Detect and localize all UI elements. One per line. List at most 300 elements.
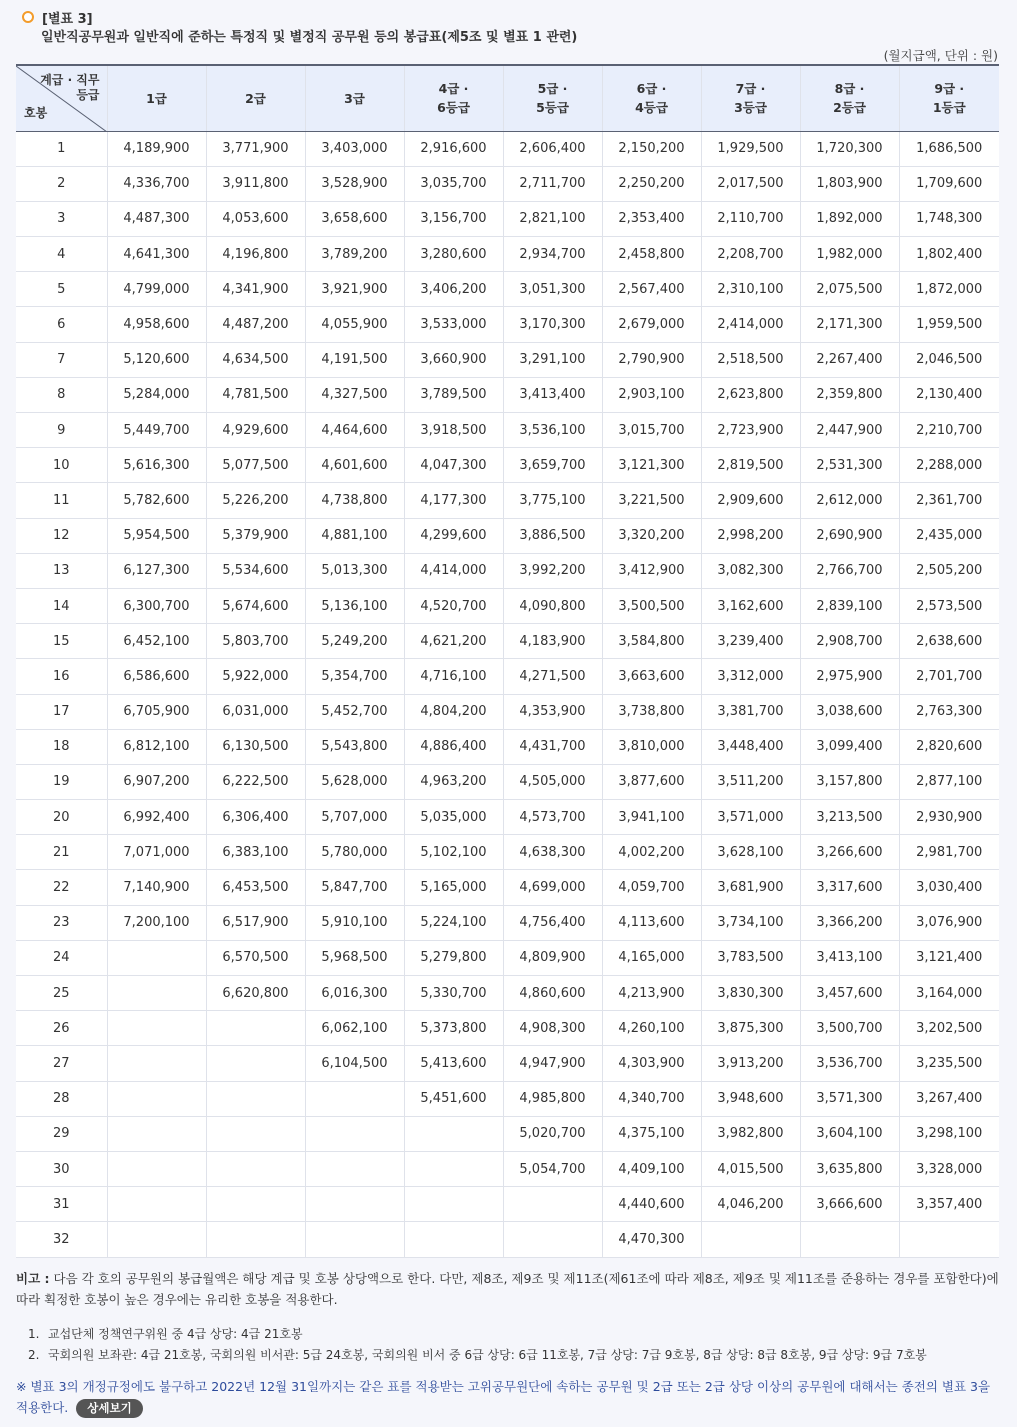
salary-cell: 3,235,500	[899, 1046, 999, 1081]
step-cell: 32	[16, 1222, 107, 1257]
salary-cell: 1,709,600	[899, 166, 999, 201]
salary-cell: 3,267,400	[899, 1081, 999, 1116]
table-row	[16, 377, 999, 412]
salary-cell	[206, 1081, 305, 1116]
salary-cell: 3,366,200	[800, 905, 899, 940]
salary-cell: 5,035,000	[404, 800, 503, 835]
salary-cell: 2,820,600	[899, 729, 999, 764]
step-cell: 8	[16, 377, 107, 412]
salary-cell: 3,266,600	[800, 835, 899, 870]
salary-cell	[107, 1222, 206, 1257]
salary-cell: 5,674,600	[206, 588, 305, 623]
salary-cell: 4,053,600	[206, 201, 305, 236]
salary-cell: 2,909,600	[701, 483, 800, 518]
salary-cell: 4,985,800	[503, 1081, 602, 1116]
salary-cell: 3,911,800	[206, 166, 305, 201]
detail-view-button[interactable]: 상세보기	[76, 1399, 142, 1418]
salary-cell: 6,812,100	[107, 729, 206, 764]
step-cell: 5	[16, 272, 107, 307]
salary-cell: 4,621,200	[404, 624, 503, 659]
salary-cell: 3,913,200	[701, 1046, 800, 1081]
salary-cell	[206, 1011, 305, 1046]
salary-cell: 3,170,300	[503, 307, 602, 342]
salary-cell: 4,573,700	[503, 800, 602, 835]
salary-cell	[800, 1222, 899, 1257]
salary-cell: 2,435,000	[899, 518, 999, 553]
salary-cell: 3,164,000	[899, 976, 999, 1011]
salary-cell: 3,202,500	[899, 1011, 999, 1046]
salary-cell: 6,586,600	[107, 659, 206, 694]
step-cell: 14	[16, 588, 107, 623]
table-row	[16, 624, 999, 659]
salary-cell: 3,280,600	[404, 237, 503, 272]
salary-cell: 6,127,300	[107, 553, 206, 588]
step-cell: 4	[16, 237, 107, 272]
column-header: 3급	[305, 65, 404, 131]
salary-cell: 6,705,900	[107, 694, 206, 729]
table-row	[16, 342, 999, 377]
salary-cell	[503, 1187, 602, 1222]
salary-cell: 3,604,100	[800, 1116, 899, 1151]
salary-cell: 5,077,500	[206, 448, 305, 483]
salary-cell: 4,047,300	[404, 448, 503, 483]
salary-cell: 3,035,700	[404, 166, 503, 201]
step-cell: 7	[16, 342, 107, 377]
salary-cell: 6,452,100	[107, 624, 206, 659]
table-row	[16, 659, 999, 694]
salary-cell: 3,156,700	[404, 201, 503, 236]
notes-list	[28, 1324, 927, 1366]
salary-cell: 3,076,900	[899, 905, 999, 940]
salary-cell: 4,464,600	[305, 413, 404, 448]
salary-cell: 1,802,400	[899, 237, 999, 272]
salary-cell: 4,059,700	[602, 870, 701, 905]
unit-note: (월지급액, 단위 : 원)	[883, 48, 998, 63]
step-cell: 19	[16, 764, 107, 799]
table-title: 일반직공무원과 일반직에 준하는 특정직 및 별정직 공무원 등의 봉급표(제5조 및 별표 1 관련)	[41, 30, 578, 45]
salary-cell: 3,528,900	[305, 166, 404, 201]
step-cell: 31	[16, 1187, 107, 1222]
salary-cell: 4,113,600	[602, 905, 701, 940]
salary-cell	[404, 1151, 503, 1186]
salary-cell: 4,431,700	[503, 729, 602, 764]
salary-cell: 4,189,900	[107, 131, 206, 166]
column-header: 1급	[107, 65, 206, 131]
salary-cell: 1,748,300	[899, 201, 999, 236]
salary-cell: 5,803,700	[206, 624, 305, 659]
salary-cell: 2,171,300	[800, 307, 899, 342]
salary-cell: 3,221,500	[602, 483, 701, 518]
salary-cell: 2,353,400	[602, 201, 701, 236]
salary-cell: 4,341,900	[206, 272, 305, 307]
salary-cell: 2,934,700	[503, 237, 602, 272]
step-cell: 25	[16, 976, 107, 1011]
salary-cell: 2,210,700	[899, 413, 999, 448]
salary-cell: 2,877,100	[899, 764, 999, 799]
salary-cell: 2,567,400	[602, 272, 701, 307]
salary-cell: 4,638,300	[503, 835, 602, 870]
salary-cell: 3,406,200	[404, 272, 503, 307]
salary-cell: 3,357,400	[899, 1187, 999, 1222]
salary-cell: 4,213,900	[602, 976, 701, 1011]
salary-cell: 4,299,600	[404, 518, 503, 553]
salary-cell: 3,918,500	[404, 413, 503, 448]
salary-cell: 4,177,300	[404, 483, 503, 518]
salary-cell: 2,361,700	[899, 483, 999, 518]
salary-cell: 5,249,200	[305, 624, 404, 659]
salary-cell: 4,191,500	[305, 342, 404, 377]
salary-cell: 2,930,900	[899, 800, 999, 835]
remark-paragraph	[16, 1268, 1001, 1310]
salary-cell	[404, 1116, 503, 1151]
salary-cell: 2,981,700	[899, 835, 999, 870]
salary-cell: 5,224,100	[404, 905, 503, 940]
salary-cell	[305, 1116, 404, 1151]
salary-cell: 5,279,800	[404, 940, 503, 975]
salary-cell: 6,383,100	[206, 835, 305, 870]
salary-cell: 4,756,400	[503, 905, 602, 940]
salary-cell: 3,877,600	[602, 764, 701, 799]
salary-cell: 3,789,500	[404, 377, 503, 412]
salary-cell: 5,120,600	[107, 342, 206, 377]
salary-cell: 2,711,700	[503, 166, 602, 201]
salary-cell: 3,051,300	[503, 272, 602, 307]
salary-cell	[107, 1187, 206, 1222]
salary-cell: 3,875,300	[701, 1011, 800, 1046]
table-row	[16, 835, 999, 870]
table-row	[16, 729, 999, 764]
salary-cell: 2,766,700	[800, 553, 899, 588]
salary-cell: 2,821,100	[503, 201, 602, 236]
salary-cell: 4,804,200	[404, 694, 503, 729]
step-cell: 21	[16, 835, 107, 870]
salary-cell: 6,517,900	[206, 905, 305, 940]
column-header: 9급 · 1등급	[899, 65, 999, 131]
salary-cell	[305, 1187, 404, 1222]
salary-cell: 1,959,500	[899, 307, 999, 342]
step-cell: 22	[16, 870, 107, 905]
salary-cell: 3,157,800	[800, 764, 899, 799]
salary-cell: 3,381,700	[701, 694, 800, 729]
table-row	[16, 976, 999, 1011]
salary-cell	[107, 1081, 206, 1116]
salary-cell: 1,686,500	[899, 131, 999, 166]
salary-cell: 3,771,900	[206, 131, 305, 166]
salary-cell: 2,046,500	[899, 342, 999, 377]
salary-cell: 2,518,500	[701, 342, 800, 377]
salary-cell: 3,659,700	[503, 448, 602, 483]
salary-cell: 2,839,100	[800, 588, 899, 623]
salary-cell: 4,799,000	[107, 272, 206, 307]
salary-cell: 5,628,000	[305, 764, 404, 799]
salary-cell: 5,534,600	[206, 553, 305, 588]
salary-cell	[899, 1222, 999, 1257]
salary-cell: 3,317,600	[800, 870, 899, 905]
salary-cell: 3,413,400	[503, 377, 602, 412]
step-cell: 28	[16, 1081, 107, 1116]
salary-cell: 5,616,300	[107, 448, 206, 483]
salary-cell: 3,775,100	[503, 483, 602, 518]
salary-cell: 2,690,900	[800, 518, 899, 553]
table-row	[16, 518, 999, 553]
step-cell: 10	[16, 448, 107, 483]
salary-cell: 2,638,600	[899, 624, 999, 659]
salary-cell: 6,104,500	[305, 1046, 404, 1081]
table-row	[16, 307, 999, 342]
salary-cell: 3,810,000	[602, 729, 701, 764]
step-axis-label: 호봉	[24, 105, 48, 120]
salary-cell	[107, 1151, 206, 1186]
table-row	[16, 764, 999, 799]
salary-cell: 5,543,800	[305, 729, 404, 764]
salary-cell: 6,992,400	[107, 800, 206, 835]
salary-cell: 5,373,800	[404, 1011, 503, 1046]
salary-cell: 3,533,000	[404, 307, 503, 342]
salary-cell: 6,907,200	[107, 764, 206, 799]
salary-cell: 3,948,600	[701, 1081, 800, 1116]
salary-cell: 3,413,100	[800, 940, 899, 975]
table-row	[16, 905, 999, 940]
salary-cell	[206, 1187, 305, 1222]
salary-cell: 4,963,200	[404, 764, 503, 799]
salary-cell: 6,570,500	[206, 940, 305, 975]
salary-cell: 3,734,100	[701, 905, 800, 940]
salary-cell: 6,062,100	[305, 1011, 404, 1046]
salary-cell: 4,908,300	[503, 1011, 602, 1046]
salary-cell: 2,612,000	[800, 483, 899, 518]
salary-cell: 2,310,100	[701, 272, 800, 307]
salary-cell: 3,500,700	[800, 1011, 899, 1046]
salary-cell: 3,162,600	[701, 588, 800, 623]
salary-cell: 3,536,700	[800, 1046, 899, 1081]
salary-cell: 4,340,700	[602, 1081, 701, 1116]
column-header: 8급 · 2등급	[800, 65, 899, 131]
table-row	[16, 1046, 999, 1081]
step-cell: 13	[16, 553, 107, 588]
salary-cell: 6,016,300	[305, 976, 404, 1011]
salary-cell: 1,929,500	[701, 131, 800, 166]
pay-scale-table	[16, 64, 999, 1258]
salary-cell: 3,992,200	[503, 553, 602, 588]
remark-label: 비고 :	[16, 1271, 50, 1286]
step-cell: 2	[16, 166, 107, 201]
table-row	[16, 1222, 999, 1257]
salary-cell: 2,701,700	[899, 659, 999, 694]
step-cell: 16	[16, 659, 107, 694]
table-row	[16, 201, 999, 236]
salary-cell: 2,531,300	[800, 448, 899, 483]
salary-cell: 4,860,600	[503, 976, 602, 1011]
salary-cell: 3,099,400	[800, 729, 899, 764]
salary-cell: 4,738,800	[305, 483, 404, 518]
salary-cell: 1,872,000	[899, 272, 999, 307]
salary-cell: 3,038,600	[800, 694, 899, 729]
salary-cell: 3,403,000	[305, 131, 404, 166]
column-header: 5급 · 5등급	[503, 65, 602, 131]
table-row	[16, 1151, 999, 1186]
salary-cell: 1,720,300	[800, 131, 899, 166]
salary-cell: 4,002,200	[602, 835, 701, 870]
salary-cell: 3,584,800	[602, 624, 701, 659]
salary-cell: 5,707,000	[305, 800, 404, 835]
salary-cell: 5,330,700	[404, 976, 503, 1011]
table-body	[16, 131, 999, 1257]
salary-cell	[206, 1151, 305, 1186]
column-header: 7급 · 3등급	[701, 65, 800, 131]
table-row	[16, 800, 999, 835]
table-row	[16, 940, 999, 975]
salary-cell: 4,046,200	[701, 1187, 800, 1222]
step-cell: 6	[16, 307, 107, 342]
salary-cell: 7,140,900	[107, 870, 206, 905]
salary-cell: 4,520,700	[404, 588, 503, 623]
step-cell: 12	[16, 518, 107, 553]
salary-cell: 2,414,000	[701, 307, 800, 342]
salary-cell: 4,634,500	[206, 342, 305, 377]
salary-cell: 4,881,100	[305, 518, 404, 553]
salary-cell: 2,975,900	[800, 659, 899, 694]
salary-cell: 2,916,600	[404, 131, 503, 166]
salary-cell: 4,716,100	[404, 659, 503, 694]
salary-cell: 4,183,900	[503, 624, 602, 659]
salary-cell: 2,819,500	[701, 448, 800, 483]
salary-cell: 6,620,800	[206, 976, 305, 1011]
salary-cell: 2,250,200	[602, 166, 701, 201]
salary-cell: 5,054,700	[503, 1151, 602, 1186]
salary-cell: 4,601,600	[305, 448, 404, 483]
step-cell: 20	[16, 800, 107, 835]
grade-axis-label: 계급 · 직무	[40, 73, 100, 87]
table-heading	[22, 8, 93, 26]
salary-cell	[701, 1222, 800, 1257]
salary-cell: 3,121,400	[899, 940, 999, 975]
salary-cell: 5,954,500	[107, 518, 206, 553]
salary-cell: 5,452,700	[305, 694, 404, 729]
salary-cell: 2,458,800	[602, 237, 701, 272]
step-cell: 24	[16, 940, 107, 975]
salary-cell: 3,030,400	[899, 870, 999, 905]
salary-cell: 5,284,000	[107, 377, 206, 412]
salary-cell	[404, 1222, 503, 1257]
table-row	[16, 237, 999, 272]
salary-cell: 5,013,300	[305, 553, 404, 588]
salary-cell: 2,908,700	[800, 624, 899, 659]
transition-note-text: ※ 별표 3의 개정규정에도 불구하고 2022년 12월 31일까지는 같은 표를 적용받는 고위공무원단에 속하는 공무원 및 2급 또는 2급 상당 이상의 공무원에 대해서는 종전의 별표 3을 적용한다.	[16, 1379, 991, 1415]
step-cell: 18	[16, 729, 107, 764]
salary-cell	[404, 1187, 503, 1222]
table-row	[16, 166, 999, 201]
salary-cell: 2,606,400	[503, 131, 602, 166]
salary-cell: 5,847,700	[305, 870, 404, 905]
salary-cell: 4,470,300	[602, 1222, 701, 1257]
salary-cell	[206, 1116, 305, 1151]
salary-cell: 4,327,500	[305, 377, 404, 412]
salary-cell: 4,440,600	[602, 1187, 701, 1222]
salary-cell: 3,663,600	[602, 659, 701, 694]
salary-cell: 2,208,700	[701, 237, 800, 272]
salary-cell: 7,200,100	[107, 905, 206, 940]
table-row	[16, 1116, 999, 1151]
salary-cell	[305, 1081, 404, 1116]
salary-cell: 2,723,900	[701, 413, 800, 448]
column-header: 2급	[206, 65, 305, 131]
salary-cell: 2,288,000	[899, 448, 999, 483]
salary-cell: 4,641,300	[107, 237, 206, 272]
remark-text: 다음 각 호의 공무원의 봉급월액은 해당 계급 및 호봉 상당액으로 한다. 다만, 제8조, 제9조 및 제11조(제61조에 따라 제8조, 제9조 및 제11조를 준용하는 경우를 포함한다)에 따라 획정한 호봉이 높은 경우에는 유리한 호봉을 적용한다.	[16, 1271, 999, 1307]
salary-cell: 3,681,900	[701, 870, 800, 905]
salary-cell: 2,447,900	[800, 413, 899, 448]
table-row	[16, 870, 999, 905]
salary-cell: 5,413,600	[404, 1046, 503, 1081]
salary-cell: 2,505,200	[899, 553, 999, 588]
salary-cell: 5,020,700	[503, 1116, 602, 1151]
salary-cell: 2,110,700	[701, 201, 800, 236]
step-cell: 30	[16, 1151, 107, 1186]
table-row	[16, 272, 999, 307]
salary-cell: 3,298,100	[899, 1116, 999, 1151]
salary-cell: 4,090,800	[503, 588, 602, 623]
salary-cell: 1,982,000	[800, 237, 899, 272]
salary-cell: 5,136,100	[305, 588, 404, 623]
transition-note	[16, 1376, 1001, 1418]
salary-cell: 4,886,400	[404, 729, 503, 764]
salary-cell: 3,738,800	[602, 694, 701, 729]
salary-cell: 6,300,700	[107, 588, 206, 623]
salary-cell: 4,055,900	[305, 307, 404, 342]
salary-cell: 5,449,700	[107, 413, 206, 448]
salary-cell: 6,130,500	[206, 729, 305, 764]
salary-cell: 2,573,500	[899, 588, 999, 623]
salary-cell: 3,886,500	[503, 518, 602, 553]
step-cell: 17	[16, 694, 107, 729]
salary-cell: 4,414,000	[404, 553, 503, 588]
salary-cell: 5,910,100	[305, 905, 404, 940]
salary-cell	[206, 1046, 305, 1081]
salary-cell: 3,783,500	[701, 940, 800, 975]
salary-cell: 4,505,000	[503, 764, 602, 799]
salary-cell: 3,082,300	[701, 553, 800, 588]
table-row	[16, 131, 999, 166]
salary-cell: 3,982,800	[701, 1116, 800, 1151]
salary-cell: 6,222,500	[206, 764, 305, 799]
salary-cell: 3,412,900	[602, 553, 701, 588]
step-cell: 29	[16, 1116, 107, 1151]
salary-cell: 4,303,900	[602, 1046, 701, 1081]
salary-cell: 4,165,000	[602, 940, 701, 975]
salary-cell: 2,130,400	[899, 377, 999, 412]
salary-cell: 3,312,000	[701, 659, 800, 694]
table-row	[16, 553, 999, 588]
salary-cell	[305, 1222, 404, 1257]
salary-cell: 4,487,300	[107, 201, 206, 236]
salary-cell: 2,998,200	[701, 518, 800, 553]
circle-bullet-icon	[22, 11, 34, 23]
column-header: 4급 · 6등급	[404, 65, 503, 131]
salary-cell: 2,763,300	[899, 694, 999, 729]
salary-cell: 6,453,500	[206, 870, 305, 905]
salary-cell: 3,921,900	[305, 272, 404, 307]
salary-cell	[305, 1151, 404, 1186]
salary-cell: 1,803,900	[800, 166, 899, 201]
salary-cell: 5,968,500	[305, 940, 404, 975]
salary-cell: 3,571,300	[800, 1081, 899, 1116]
salary-cell	[206, 1222, 305, 1257]
salary-cell: 5,451,600	[404, 1081, 503, 1116]
table-row	[16, 694, 999, 729]
salary-cell: 3,830,300	[701, 976, 800, 1011]
salary-cell: 4,699,000	[503, 870, 602, 905]
salary-cell: 3,015,700	[602, 413, 701, 448]
